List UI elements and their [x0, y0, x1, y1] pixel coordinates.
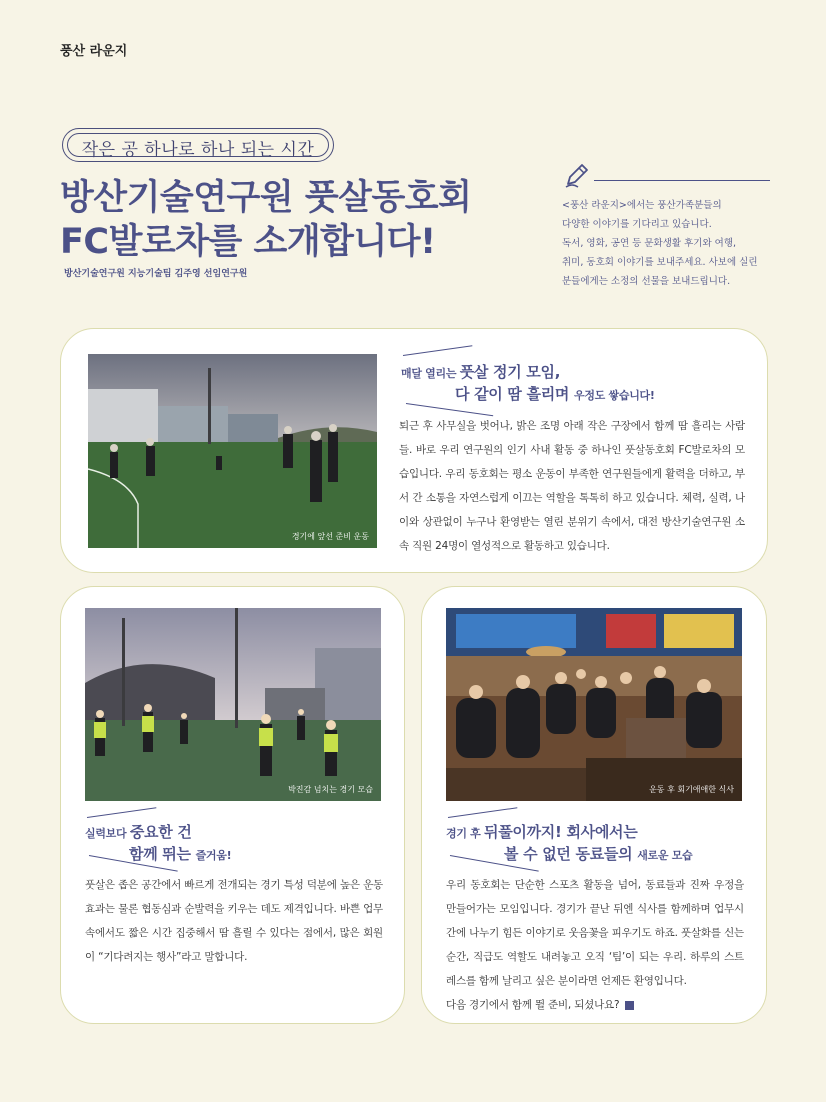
section-body-1: 퇴근 후 사무실을 벗어나, 밝은 조명 아래 작은 구장에서 함께 땀 흘리는 사람들. 바로 우리 연구원의 인기 사내 활동 중 하나인 풋살동호회 FC발로차의 모습입니다. 우리 동호회는 평소 운동이 부족한 연구원들에게 활력을 더하고, 부서 간 소통을 자연스럽게 이끄는 역할을 톡톡히 하고 있습니다. 체력, 실력, 나이와 상관없이 누구나 환영받는 열린 분위기 속에서, 대전 방산기술연구원 소속 직원 24명이 열성적으로 활동하고 있습니다. — [399, 420, 745, 552]
heading-deco-line — [448, 807, 517, 818]
pen-icon — [562, 160, 592, 190]
article-card-dinner — [421, 586, 767, 1024]
article-card-match — [60, 586, 405, 1024]
page-section-label: 풍산 라운지 — [60, 44, 128, 59]
intro-pill-text: 작은 공 하나로 하나 되는 시간 — [81, 140, 315, 160]
title-line-2: FC발로차를 소개합니다! — [60, 222, 436, 262]
end-mark-icon — [625, 1001, 634, 1010]
photo-dinner — [446, 608, 742, 801]
notice-line: 독서, 영화, 공연 등 문화생활 후기와 여행, — [562, 238, 737, 249]
photo-warmup — [88, 354, 377, 548]
match-photo-image — [85, 608, 381, 801]
notice-line: 분들에게는 소정의 선물을 보내드립니다. — [562, 276, 731, 287]
dinner-photo-image — [446, 608, 742, 801]
photo-match — [85, 608, 381, 801]
photo-caption: 경기에 앞선 준비 운동 — [291, 532, 369, 541]
photo-caption: 박진감 넘치는 경기 모습 — [288, 785, 373, 794]
submission-notice — [562, 196, 772, 291]
notice-line: <풍산 라운지>에서는 풍산가족분들의 — [562, 200, 722, 211]
intro-pill — [62, 128, 334, 162]
section-body-3 — [446, 873, 744, 1017]
heading-deco-line — [87, 807, 156, 818]
section-heading-2: 볼 수 없던 동료들의 새로운 모습 — [504, 845, 693, 863]
section-body-paragraph: 우리 동호회는 단순한 스포츠 활동을 넘어, 동료들과 진짜 우정을 만들어가는 모임입니다. 경기가 끝난 뒤엔 식사를 함께하며 업무시간에 나누기 힘든 이야기로 웃음꽃을 피우기도 하죠. 풋살화를 신는 순간, 직급도 역할도 내려놓고 오직 ‘팀’이 되는 우리. 하루의 스트레스를 함께 날리고 싶은 분이라면 언제든 환영입니다. — [446, 879, 744, 987]
notice-line: 취미, 동호회 이야기를 보내주세요. 사보에 실린 — [562, 257, 758, 268]
section-heading-1: 경기 후 뒤풀이까지! 회사에서는 — [446, 823, 638, 841]
section-body-2: 풋살은 좁은 공간에서 빠르게 전개되는 경기 특성 덕분에 높은 운동 효과는 물론 협동심과 순발력을 키우는 데도 제격입니다. 바쁜 업무 속에서도 짧은 시간 집중해서 땀 흘릴 수 있다는 점에서, 많은 회원이 “기다려지는 행사”라고 말합니다. — [85, 879, 383, 963]
section-heading-1: 실력보다 중요한 건 — [85, 823, 192, 841]
photo-caption: 운동 후 회기애애한 식사 — [649, 785, 734, 794]
warmup-photo-image — [88, 354, 377, 548]
section-closing-line: 다음 경기에서 함께 뛸 준비, 되셨나요? — [446, 993, 744, 1017]
section-heading-2: 함께 뛰는 즐거움! — [129, 845, 232, 863]
notice-divider — [594, 180, 770, 181]
byline: 방산기술연구원 지능기술팀 김주영 선임연구원 — [64, 269, 248, 279]
section-heading-2: 다 같이 땀 흘리며 우정도 쌓습니다! — [455, 385, 655, 403]
article-card-warmup — [60, 328, 768, 573]
notice-line: 다양한 이야기를 기다리고 있습니다. — [562, 219, 712, 230]
page-title — [60, 176, 471, 264]
section-heading-1: 매달 열리는 풋살 정기 모임, — [401, 363, 561, 381]
heading-deco-line — [403, 345, 472, 356]
title-line-1: 방산기술연구원 풋살동호회 — [60, 178, 472, 218]
